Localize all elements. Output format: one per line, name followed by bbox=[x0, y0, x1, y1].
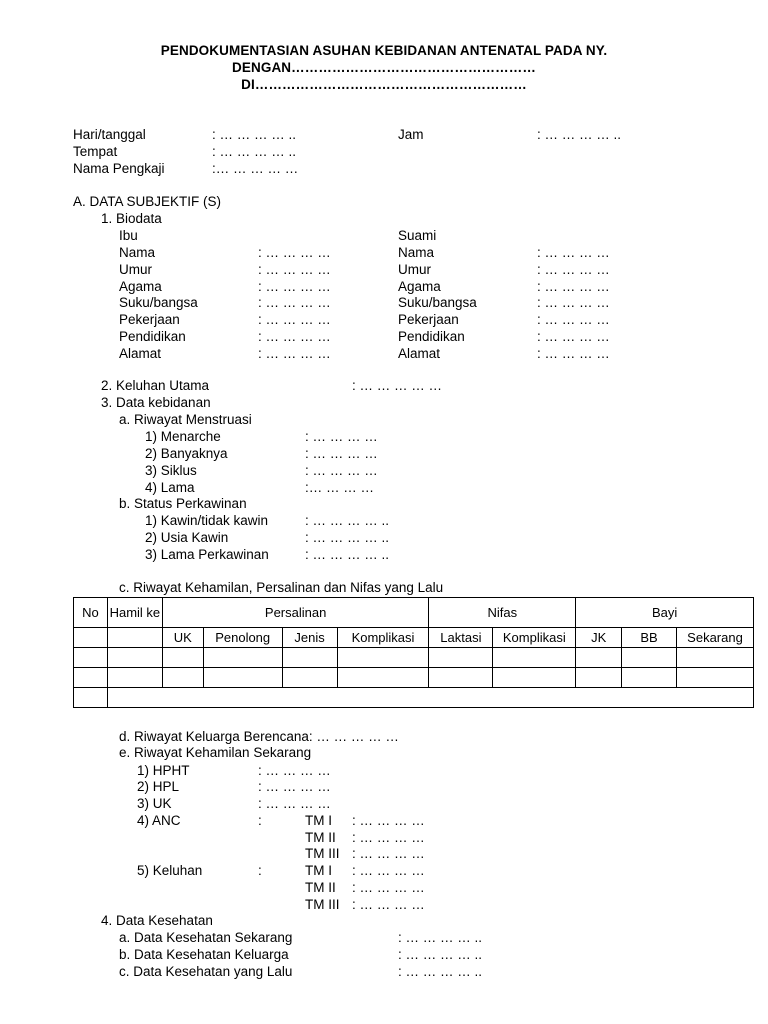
tempat-label: Tempat bbox=[73, 144, 118, 159]
suami-field-label: Alamat bbox=[398, 346, 441, 361]
document-title: PENDOKUMENTASIAN ASUHAN KEBIDANAN ANTENATAL PADA NY. bbox=[160, 43, 608, 58]
suami-field-value: : … … … … bbox=[537, 262, 610, 277]
suami-field-label: Pekerjaan bbox=[398, 312, 459, 327]
kehamilan-item: 3) UK bbox=[137, 796, 172, 811]
keluhan-tm-label: TM I bbox=[305, 863, 332, 878]
kehamilan-value: : … … … … bbox=[258, 779, 331, 794]
ibu-field-label: Alamat bbox=[119, 346, 162, 361]
jam-value: : … … … … .. bbox=[537, 127, 622, 142]
keluhan-utama-label: 2. Keluhan Utama bbox=[101, 378, 210, 393]
menstruasi-label: a. Riwayat Menstruasi bbox=[119, 412, 252, 427]
pengkaji-value: :… … … … … bbox=[212, 161, 299, 176]
pengkaji-label: Nama Pengkaji bbox=[73, 161, 165, 176]
keluhan-tm-value: : … … … … bbox=[352, 897, 425, 912]
col-bayi: Bayi bbox=[576, 598, 754, 628]
perkawinan-label: b. Status Perkawinan bbox=[119, 496, 247, 511]
ibu-field-value: : … … … … bbox=[258, 329, 331, 344]
suami-field-label: Umur bbox=[398, 262, 431, 277]
anc-colon: : bbox=[258, 813, 262, 828]
subcol-sekarang: Sekarang bbox=[677, 628, 754, 648]
menstruasi-value: :… … … … bbox=[305, 480, 375, 495]
ibu-field-value: : … … … … bbox=[258, 346, 331, 361]
hari-label: Hari/tanggal bbox=[73, 127, 146, 142]
kesehatan-value: : … … … … .. bbox=[398, 930, 483, 945]
subcol-jk: JK bbox=[576, 628, 622, 648]
menstruasi-item: 1) Menarche bbox=[145, 429, 221, 444]
perkawinan-value: : … … … … .. bbox=[305, 547, 390, 562]
section-a-heading: A. DATA SUBJEKTIF (S) bbox=[73, 194, 222, 209]
kesehatan-item: c. Data Kesehatan yang Lalu bbox=[119, 964, 293, 979]
table-row bbox=[74, 688, 754, 708]
subcol-komplikasi: Komplikasi bbox=[337, 628, 429, 648]
ibu-heading: Ibu bbox=[119, 228, 138, 243]
riwayat-kb-label: d. Riwayat Keluarga Berencana: … … … … … bbox=[119, 729, 399, 744]
col-no: No bbox=[74, 598, 108, 628]
anc-tm-label: TM III bbox=[305, 846, 340, 861]
menstruasi-value: : … … … … bbox=[305, 463, 378, 478]
anc-tm-value: : … … … … bbox=[352, 846, 425, 861]
keluhan-tm-value: : … … … … bbox=[352, 863, 425, 878]
keluhan-sekarang-label: 5) Keluhan bbox=[137, 863, 203, 878]
kesehatan-value: : … … … … .. bbox=[398, 964, 483, 979]
menstruasi-value: : … … … … bbox=[305, 429, 378, 444]
col-persalinan: Persalinan bbox=[162, 598, 429, 628]
perkawinan-item: 3) Lama Perkawinan bbox=[145, 547, 269, 562]
keluhan-colon: : bbox=[258, 863, 262, 878]
keluhan-tm-value: : … … … … bbox=[352, 880, 425, 895]
ibu-field-value: : … … … … bbox=[258, 279, 331, 294]
riwayat-kehamilan-lalu-label: c. Riwayat Kehamilan, Persalinan dan Nifas yang Lalu bbox=[119, 580, 444, 595]
col-hamil-ke: Hamil ke bbox=[107, 598, 162, 628]
ibu-field-value: : … … … … bbox=[258, 295, 331, 310]
subcol-laktasi: Laktasi bbox=[429, 628, 493, 648]
kehamilan-value: : … … … … bbox=[258, 763, 331, 778]
ibu-field-label: Umur bbox=[119, 262, 152, 277]
document-title-dengan: DENGAN……………………………………………… bbox=[232, 60, 536, 75]
keluhan-tm-label: TM III bbox=[305, 897, 340, 912]
perkawinan-item: 1) Kawin/tidak kawin bbox=[145, 513, 269, 528]
kehamilan-item: 2) HPL bbox=[137, 779, 180, 794]
data-kebidanan-label: 3. Data kebidanan bbox=[101, 395, 211, 410]
perkawinan-item: 2) Usia Kawin bbox=[145, 530, 229, 545]
anc-tm-value: : … … … … bbox=[352, 813, 425, 828]
suami-field-label: Suku/bangsa bbox=[398, 295, 477, 310]
ibu-field-label: Nama bbox=[119, 245, 156, 260]
keluhan-tm-label: TM II bbox=[305, 880, 336, 895]
suami-field-value: : … … … … bbox=[537, 279, 610, 294]
keluhan-utama-value: : … … … … … bbox=[352, 378, 443, 393]
suami-field-label: Agama bbox=[398, 279, 441, 294]
jam-label: Jam bbox=[398, 127, 424, 142]
suami-heading: Suami bbox=[398, 228, 437, 243]
kehamilan-item: 1) HPHT bbox=[137, 763, 190, 778]
menstruasi-item: 4) Lama bbox=[145, 480, 195, 495]
subcol-penolong: Penolong bbox=[203, 628, 282, 648]
anc-tm-label: TM II bbox=[305, 830, 336, 845]
subcol-uk: UK bbox=[162, 628, 203, 648]
kesehatan-item: a. Data Kesehatan Sekarang bbox=[119, 930, 293, 945]
suami-field-value: : … … … … bbox=[537, 312, 610, 327]
suami-field-value: : … … … … bbox=[537, 329, 610, 344]
table-row bbox=[74, 648, 754, 668]
data-kesehatan-label: 4. Data Kesehatan bbox=[101, 913, 213, 928]
suami-field-label: Nama bbox=[398, 245, 435, 260]
hari-value: : … … … … .. bbox=[212, 127, 297, 142]
tempat-value: : … … … … .. bbox=[212, 144, 297, 159]
suami-field-value: : … … … … bbox=[537, 346, 610, 361]
table-cell bbox=[74, 628, 108, 648]
suami-field-value: : … … … … bbox=[537, 295, 610, 310]
perkawinan-value: : … … … … .. bbox=[305, 530, 390, 545]
menstruasi-value: : … … … … bbox=[305, 446, 378, 461]
anc-tm-value: : … … … … bbox=[352, 830, 425, 845]
kehamilan-value: : … … … … bbox=[258, 796, 331, 811]
ibu-field-label: Agama bbox=[119, 279, 162, 294]
kesehatan-value: : … … … … .. bbox=[398, 947, 483, 962]
biodata-label: 1. Biodata bbox=[101, 211, 162, 226]
ibu-field-value: : … … … … bbox=[258, 262, 331, 277]
col-nifas: Nifas bbox=[429, 598, 576, 628]
anc-tm-label: TM I bbox=[305, 813, 332, 828]
subcol-bb: BB bbox=[622, 628, 677, 648]
table-row bbox=[74, 668, 754, 688]
kesehatan-item: b. Data Kesehatan Keluarga bbox=[119, 947, 289, 962]
subcol-jenis: Jenis bbox=[282, 628, 337, 648]
ibu-field-label: Pendidikan bbox=[119, 329, 186, 344]
subcol-komplikasi-nifas: Komplikasi bbox=[493, 628, 576, 648]
menstruasi-item: 3) Siklus bbox=[145, 463, 197, 478]
menstruasi-item: 2) Banyaknya bbox=[145, 446, 228, 461]
ibu-field-label: Suku/bangsa bbox=[119, 295, 198, 310]
perkawinan-value: : … … … … .. bbox=[305, 513, 390, 528]
ibu-field-value: : … … … … bbox=[258, 245, 331, 260]
kehamilan-sekarang-label: e. Riwayat Kehamilan Sekarang bbox=[119, 745, 312, 760]
suami-field-value: : … … … … bbox=[537, 245, 610, 260]
riwayat-kehamilan-table bbox=[73, 597, 754, 708]
ibu-field-label: Pekerjaan bbox=[119, 312, 180, 327]
suami-field-label: Pendidikan bbox=[398, 329, 465, 344]
anc-label: 4) ANC bbox=[137, 813, 181, 828]
table-cell bbox=[107, 628, 162, 648]
ibu-field-value: : … … … … bbox=[258, 312, 331, 327]
document-title-di: DI…………………………………………………… bbox=[241, 77, 527, 92]
